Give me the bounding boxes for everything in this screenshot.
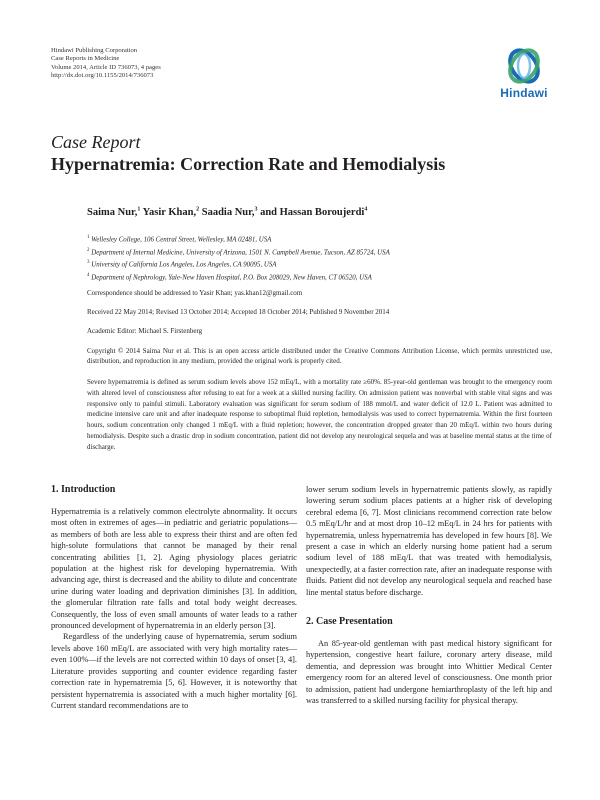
doi-link[interactable]: http://dx.doi.org/10.1155/2014/736073	[51, 72, 154, 80]
section-heading-introduction: 1. Introduction	[51, 484, 116, 495]
publisher: Hindawi Publishing Corporation	[51, 47, 138, 54]
publication-info	[51, 47, 161, 81]
correspondence: Correspondence should be addressed to Yasir Khan; yas.khan12@gmail.com	[87, 289, 303, 297]
affiliation: $^4$ Department of Nephrology, Yale-New Haven Hospital, P.O. Box 208029, New Haven, CT 06520, USA	[87, 273, 372, 282]
volume-info: Volume 2014, Article ID 736073, 4 pages	[51, 63, 161, 71]
article-dates: Received 22 May 2014; Revised 13 October 2014; Accepted 18 October 2014; Published 9 November 2014	[87, 308, 390, 316]
author: and Hassan Boroujerdi$^4$	[257, 206, 368, 218]
hindawi-logo	[494, 47, 554, 105]
paragraph: Regardless of the underlying cause of hypernatremia, serum sodium levels above 160 mEq/L are associated with very high mortality rates—even 100%—if the levels are not corrected within 10 days of onset [3, 4]. Literature provides supporting and counter evidence regarding faster correction rate in hypernatremia [5, 6]. However, it is noteworthy that persistent hypernatremia is associated with a much higher mortality [6]. Current standard recommendations are to	[51, 632, 297, 710]
affiliation: $^1$ Wellesley College, 106 Central Street, Wellesley, MA 02481, USA	[87, 235, 272, 244]
paragraph: An 85-year-old gentleman with past medical history significant for hypertension, congestive heart failure, coronary artery disease, mild dementia, and depression was brought into Whittier Medical Center emergency room for an altered level of consciousness. One month prior to admission, patient had undergone hemiarthroplasty of the left hip and was transferred to a skilled nursing facility for physical therapy.	[306, 639, 552, 706]
author: Yasir Khan,$^2$	[140, 206, 200, 218]
journal-name: Case Reports in Medicine	[51, 55, 120, 63]
paragraph: Hypernatremia is a relatively common electrolyte abnormality. It occurs most often in extremes of ages—in pediatric and geriatric populations—as members of both are less able to express their thirst and are often fed high-solute formulations that cannot be managed by their renal concentrating abilities [1, 2]. Aging physiology places geriatric population at the highest risk for developing hypernatremia. With advancing age, thirst is decreased and the ability to dilute and concentrate urine during water loading and deprivation diminishes [3]. In addition, the glomerular filtration rate falls and total body weight decreases. Consequently, the loss of even small amounts of water leads to a rather pronounced development of hypernatremia in an elderly person [3].	[51, 507, 297, 631]
right-column	[306, 484, 552, 707]
article-type: Case Report	[51, 132, 141, 152]
section-heading-case-presentation: 2. Case Presentation	[306, 616, 393, 628]
author: Saima Nur,$^1$	[87, 206, 141, 218]
article-title: Hypernatremia: Correction Rate and Hemodialysis	[51, 154, 446, 174]
copyright-notice: Copyright © 2014 Saima Nur et al. This is an open access article distributed under the Creative Commons Attribution License, which permits unrestricted use, distribution, and reproduction in any medium, provided the original work is properly cited.	[87, 347, 552, 365]
affiliation: $^2$ Department of Internal Medicine, University of Arizona, 1501 N. Campbell Avenue, Tucson, AZ 85724, USA	[87, 247, 390, 256]
left-column	[51, 484, 297, 711]
affiliation-list	[87, 233, 390, 284]
abstract: Severe hypernatremia is defined as serum sodium levels above 152 mEq/L, with a mortality rate ≥60%. 85-year-old gentleman was brought to the emergency room with altered level of consciousness after refusing to eat for a week at a skilled nursing facility. On admission patient was nonverbal with stable vital signs and was responsive only to painful stimuli. Laboratory evaluation was significant for serum sodium of 188 mmol/L and water deficit of 12.0 L. Patient was admitted to medicine intensive care unit and after inadequate response to suboptimal fluid repletion, hemodialysis was used to correct hypernatremia. Within the first fourteen hours, sodium concentration only changed 1 mEq/L with a fluid repletion; however, the concentration dropped greater than 20 mEq/L within two hours during hemodialysis. Despite such a drastic drop in sodium concentration, patient did not develop any neurological sequela and was at baseline mental status at the time of discharge.	[87, 378, 552, 451]
author: Saadia Nur,$^3$	[199, 206, 258, 218]
hindawi-logo-icon	[504, 47, 544, 85]
affiliation: $^3$ University of California Los Angeles, Los Angeles, CA 90095, USA	[87, 260, 277, 269]
paragraph: lower serum sodium levels in hypernatremic patients slowly, as rapidly lowering serum sodium places patients at a higher risk of developing cerebral edema [6, 7]. Most clinicians recommend correction rate below 0.5 mEq/L/hr and at most drop 10–12 mEq/L in 24 hrs for patients with hypernatremia, unless hypernatremia has developed in few hours [8]. We present a case in which an elderly nursing home patient had a serum sodium level of 188 mEq/L that was treated with hemodialysis, unexpectedly, at a faster correction rate, after an inadequate response with fluids. Patient did not develop any neurological sequela and reached base line mental status before discharge.	[306, 485, 552, 597]
logo-wordmark: Hindawi	[500, 86, 548, 100]
academic-editor: Academic Editor: Michael S. Firstenberg	[87, 327, 203, 335]
author-list	[87, 206, 367, 218]
